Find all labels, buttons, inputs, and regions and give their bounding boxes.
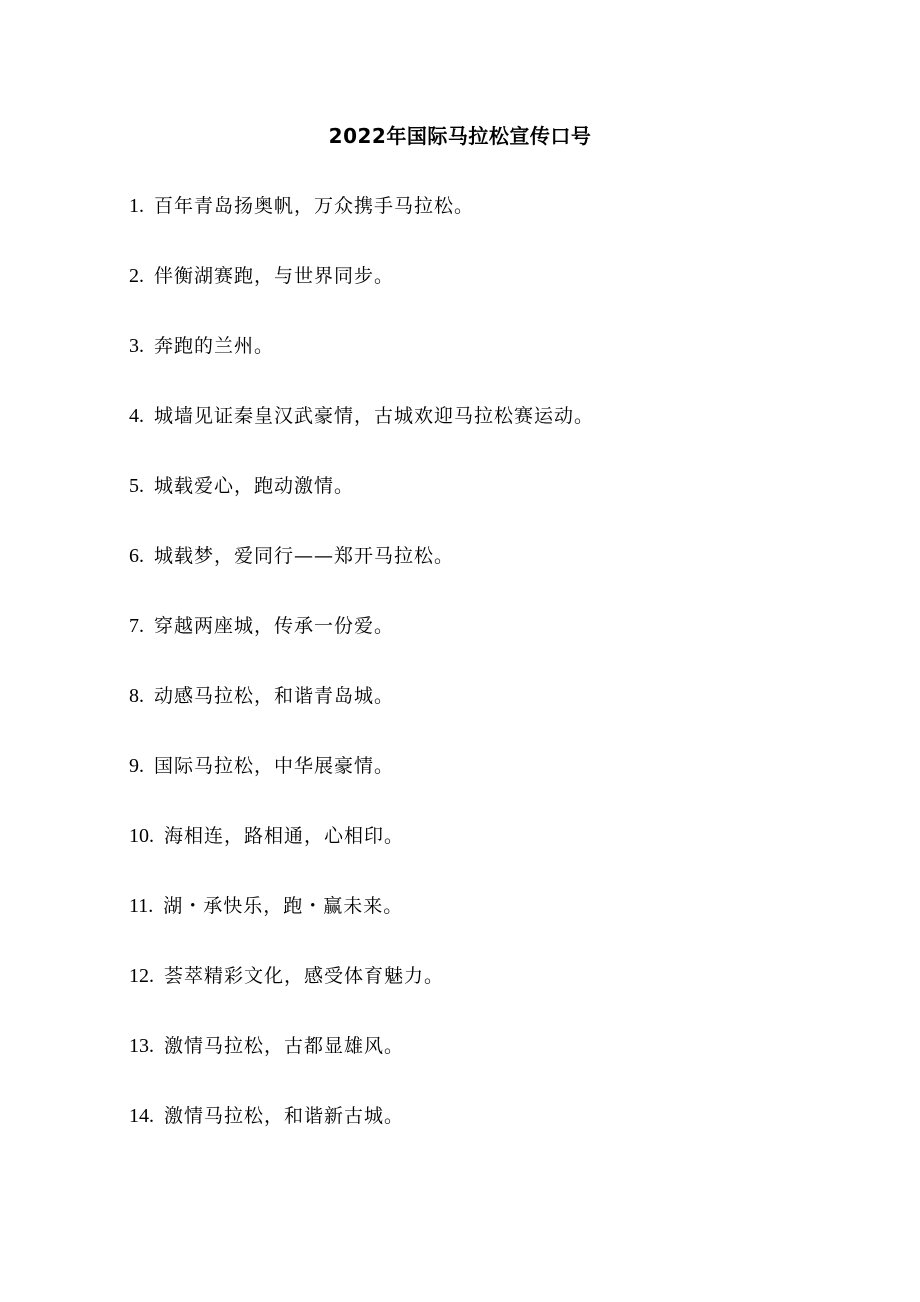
item-text: 荟萃精彩文化，感受体育魅力。: [164, 965, 445, 987]
item-text: 动感马拉松，和谐青岛城。: [154, 685, 395, 707]
list-item: [129, 541, 889, 611]
list-item: [129, 261, 889, 331]
list-item: [129, 331, 889, 401]
list-item: [129, 1101, 889, 1171]
list-item: [129, 611, 889, 681]
list-item: [129, 961, 889, 1031]
item-number: 10.: [129, 825, 154, 847]
item-number: 6.: [129, 545, 144, 567]
list-item: [129, 471, 889, 541]
item-text: 国际马拉松，中华展豪情。: [154, 755, 395, 777]
list-item: [129, 681, 889, 751]
list-item: [129, 191, 889, 261]
item-text: 湖・承快乐，跑・赢未来。: [163, 895, 404, 917]
item-number: 14.: [129, 1105, 154, 1127]
list-item: [129, 401, 889, 471]
item-number: 5.: [129, 475, 144, 497]
item-number: 12.: [129, 965, 154, 987]
item-text: 激情马拉松，和谐新古城。: [164, 1105, 405, 1127]
item-number: 2.: [129, 265, 144, 287]
list-item: [129, 891, 889, 961]
item-text: 百年青岛扬奥帆，万众携手马拉松。: [154, 195, 475, 217]
item-text: 奔跑的兰州。: [154, 335, 275, 357]
item-number: 13.: [129, 1035, 154, 1057]
item-number: 4.: [129, 405, 144, 427]
item-number: 9.: [129, 755, 144, 777]
document-title: 2022年国际马拉松宣传口号: [328, 124, 592, 148]
item-text: 激情马拉松，古都显雄风。: [164, 1035, 405, 1057]
list-item: [129, 1031, 889, 1101]
item-number: 8.: [129, 685, 144, 707]
item-text: 伴衡湖赛跑，与世界同步。: [154, 265, 395, 287]
item-text: 城墙见证秦皇汉武豪情，古城欢迎马拉松赛运动。: [154, 405, 595, 427]
list-item: [129, 821, 889, 891]
item-text: 城载爱心，跑动激情。: [154, 475, 355, 497]
item-text: 海相连，路相通，心相印。: [164, 825, 405, 847]
item-number: 11.: [129, 895, 154, 917]
item-number: 3.: [129, 335, 144, 357]
item-text: 穿越两座城，传承一份爱。: [154, 615, 395, 637]
slogan-list: [129, 191, 889, 1171]
item-number: 1.: [129, 195, 144, 217]
item-text: 城载梦，爱同行——郑开马拉松。: [154, 545, 455, 567]
item-number: 7.: [129, 615, 144, 637]
list-item: [129, 751, 889, 821]
